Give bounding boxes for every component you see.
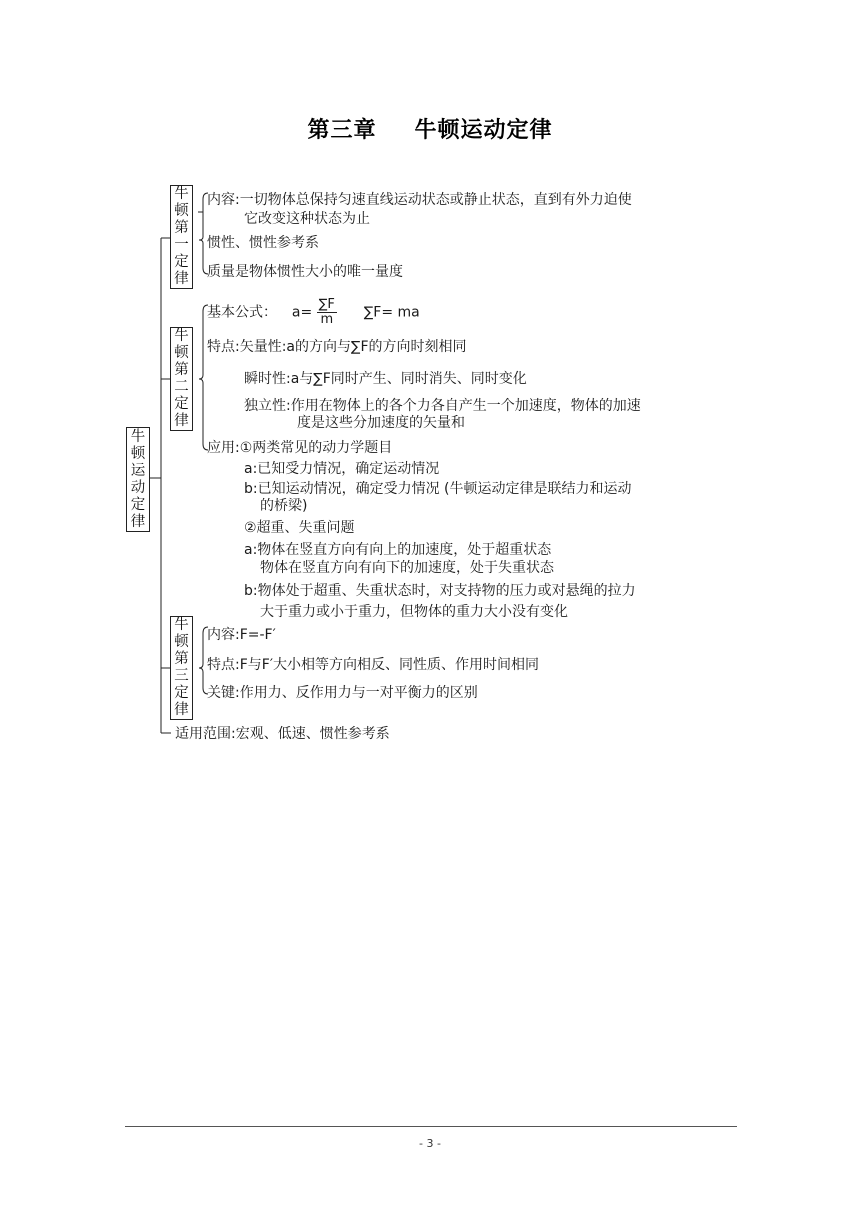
law2-label-box: 牛 顿 第 二 定 律 [170,327,193,431]
formula-denominator: m [320,312,334,327]
law2-feature-indep-line1: 独立性:作用在物体上的各个力各自产生一个加速度，物体的加速 [244,398,641,414]
law2-app-title: 应用:①两类常见的动力学题目 [207,440,393,456]
law1-content-line1: 内容:一切物体总保持匀速直线运动状态或静止状态，直到有外力迫使 [207,192,632,208]
law2-app-a: a:已知受力情况，确定运动情况 [244,461,440,477]
law2-app-2: ②超重、失重问题 [244,520,355,536]
formula-label: 基本公式： [207,304,277,321]
law3-label-box: 牛 顿 第 三 定 律 [170,616,193,720]
law1-mass: 质量是物体惯性大小的唯一量度 [207,264,403,280]
law2-app-2a-line2: 物体在竖直方向有向下的加速度，处于失重状态 [260,560,554,576]
law2-app-2a-line1: a:物体在竖直方向有向上的加速度，处于超重状态 [244,542,552,558]
root-label-box: 牛 顿 运 动 定 律 [126,427,150,532]
law1-content-line2: 它改变这种状态为止 [244,211,370,227]
law2-app-2b-line1: b:物体处于超重、失重状态时，对支持物的压力或对悬绳的拉力 [244,583,636,599]
law2-formula [207,298,420,327]
law2-feature-instant: 瞬时性:a与∑F同时产生、同时消失、同时变化 [244,371,527,387]
law3-content: 内容:F=-F′ [207,627,276,643]
formula-lhs: a= [291,304,313,321]
law2-app-2b-line2: 大于重力或小于重力，但物体的重力大小没有变化 [260,604,568,620]
footer-rule [125,1126,737,1127]
page-number: - 3 - [419,1137,441,1150]
law2-app-b-line1: b:已知运动情况，确定受力情况 (牛顿运动定律是联结力和运动 [244,481,632,497]
law3-feature: 特点:F与F′大小相等方向相反、同性质、作用时间相同 [207,657,539,673]
law2-feature-indep-line2: 度是这些分加速度的矢量和 [297,415,465,431]
formula-numerator: ∑F [318,297,335,312]
chapter-name: 牛顿运动定律 [414,118,553,143]
law2-app-b-line2: 的桥梁) [260,498,308,514]
law3-key: 关键:作用力、反作用力与一对平衡力的区别 [207,685,478,701]
scope: 适用范围:宏观、低速、惯性参考系 [175,726,390,742]
law2-feature-vector: 特点:矢量性:a的方向与∑F的方向时刻相同 [207,339,467,355]
chapter-number: 第三章 [307,118,377,143]
law1-label-box: 牛 顿 第 一 定 律 [170,185,193,289]
formula-rhs: ∑F= ma [363,304,420,321]
formula-fraction [317,298,337,327]
law1-inertia: 惯性、惯性参考系 [207,235,319,251]
